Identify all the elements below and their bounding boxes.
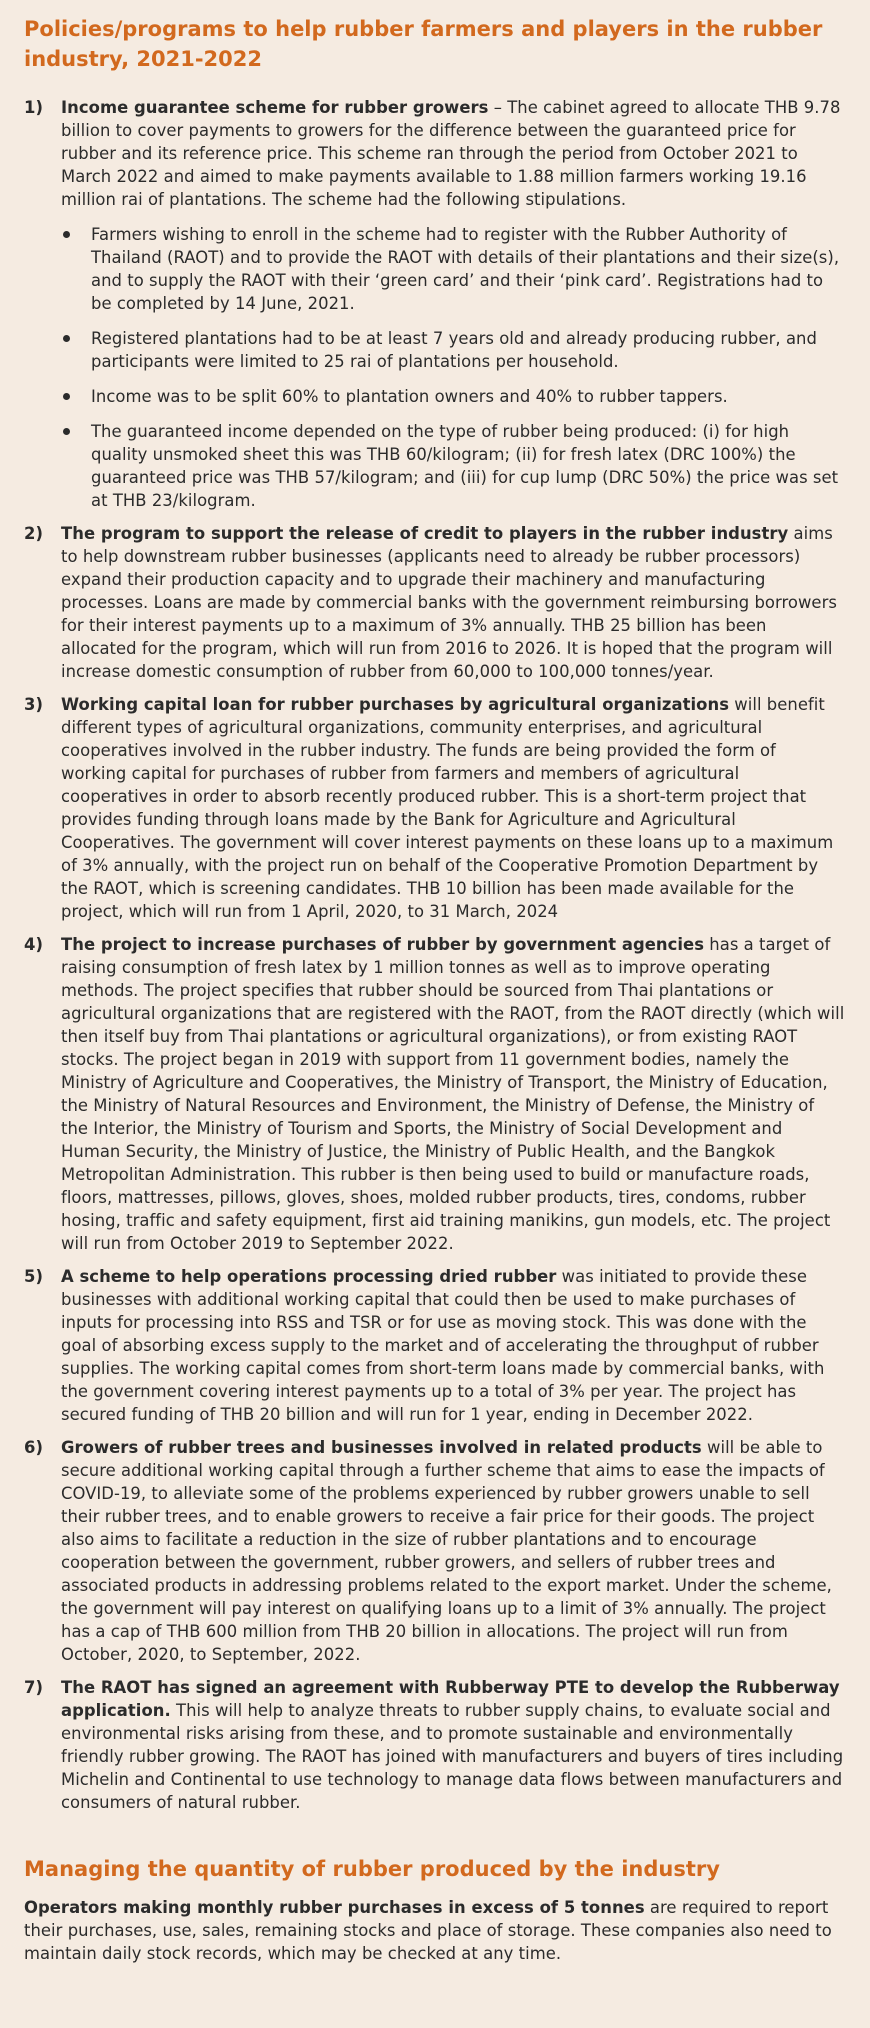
item-body: aims to help downstream rubber businesses (applicants need to already be rubber processors) expand their production capacity and to upgrade their machinery and manufacturing processes. Loans are made by commercial banks with the government reimbursing borrowers for their interest payments up to a maximum of 3% annually. THB 25 billion has been allocated for the program, which will run from 2016 to 2026. It is hoped that the program will increase domestic consumption of rubber from 60,000 to 100,000 tonnes/year. — [61, 524, 837, 681]
section-title-managing-quantity: Managing the quantity of rubber produced by the industry — [24, 1857, 720, 1881]
bullet-text: Farmers wishing to enroll in the scheme had to register with the Rubber Authority of Thailand (RAOT) and to provide the RAOT with details of their plantations and their size(s), and to supply the RAOT with their ‘green card’ and their ‘pink card’. Registrations had to be completed by 14 June, 2021. — [91, 225, 840, 313]
list-item-4 — [24, 933, 846, 1255]
item-number: 4) — [24, 935, 43, 954]
bullet-text: Registered plantations had to be at least 7 years old and already producing rubber, and participants were limited to 25 rai of plantations per household. — [91, 329, 817, 371]
item-body: This will help to analyze threats to rubber supply chains, to evaluate social and environmental risks arising from these, and to promote sustainable and environmentally friendly rubber growing. The RAOT has joined with manufacturers and buyers of tires including Michelin and Continental to use technology to manage data flows between manufacturers and consumers of natural rubber. — [61, 1701, 844, 1812]
item-heading: Growers of rubber trees and businesses involved in related products — [61, 1438, 702, 1457]
bullet-icon — [63, 231, 70, 238]
bullet-icon — [63, 393, 70, 400]
item-number: 5) — [24, 1267, 43, 1286]
item-heading: The program to support the release of credit to players in the rubber industry — [61, 524, 789, 543]
item-number: 2) — [24, 524, 43, 543]
item-number: 7) — [24, 1678, 43, 1697]
bullet-icon — [63, 335, 70, 342]
list-item-6 — [24, 1436, 846, 1666]
bullet-text: The guaranteed income depended on the type of rubber being produced: (i) for high quality unsmoked sheet this was THB 60/kilogram; (ii) for fresh latex (DRC 100%) the guaranteed price was THB 57/kilogram; and (iii) for cup lump (DRC 50%) the price was set at THB 23/kilogram. — [91, 422, 839, 510]
bullet-item — [61, 327, 846, 373]
item-body: – The cabinet agreed to allocate THB 9.78 billion to cover payments to growers for the difference between the guaranteed price for rubber and its reference price. This scheme ran through the period from October 2021 to March 2022 and aimed to make payments available to 1.88 million farmers working 19.16 million rai of plantations. The scheme had the following stipulations. — [61, 98, 841, 209]
item-heading: Working capital loan for rubber purchases by agricultural organizations — [61, 695, 730, 714]
list-item-1 — [24, 96, 846, 512]
item-heading: Income guarantee scheme for rubber growers — [61, 98, 489, 117]
item-heading: The RAOT has signed an agreement with Rubberway PTE to develop the Rubberway application. — [61, 1678, 840, 1720]
item-heading: A scheme to help operations processing dried rubber — [61, 1267, 557, 1286]
item-number: 3) — [24, 695, 43, 714]
list-item-2 — [24, 522, 846, 683]
item-body: has a target of raising consumption of fresh latex by 1 million tonnes as well as to improve operating methods. The project specifies that rubber should be sourced from Thai plantations or agricultural organizations that are registered with the RAOT, from the RAOT directly (which will then itself buy from Thai plantations or agricultural organizations), or from existing RAOT stocks. The project began in 2019 with support from 11 government bodies, namely the Ministry of Agriculture and Cooperatives, the Ministry of Transport, the Ministry of Education, the Ministry of Natural Resources and Environment, the Ministry of Defense, the Ministry of the Interior, the Ministry of Tourism and Sports, the Ministry of Social Development and Human Security, the Ministry of Justice, the Ministry of Public Health, and the Bangkok Metropolitan Administration. This rubber is then being used to build or manufacture roads, floors, mattresses, pillows, gloves, shoes, molded rubber products, tires, condoms, rubber hosing, traffic and safety equipment, first aid training manikins, gun models, etc. The project will run from October 2019 to September 2022. — [61, 935, 845, 1253]
bullet-item — [61, 385, 846, 408]
item-number: 6) — [24, 1438, 43, 1457]
bullet-icon — [63, 428, 70, 435]
paragraph-body: are required to report their purchases, use, sales, remaining stocks and place of storage. These companies also need to maintain daily stock records, which may be checked at any time. — [24, 1898, 832, 1963]
section-title-policies: Policies/programs to help rubber farmers and players in the rubber industry, 2021-2022 — [24, 17, 823, 71]
item-body: was initiated to provide these businesses with additional working capital that could then be used to make purchases of inputs for processing into RSS and TSR or for use as moving stock. This was done with the goal of absorbing excess supply to the market and of accelerating the throughput of rubber supplies. The working capital comes from short-term loans made by commercial banks, with the government covering interest payments up to a total of 3% per year. The project has secured funding of THB 20 billion and will run for 1 year, ending in December 2022. — [61, 1267, 825, 1424]
item-body: will be able to secure additional working capital through a further scheme that aims to ease the impacts of COVID-19, to alleviate some of the problems experienced by rubber growers unable to sell their rubber trees, and to enable growers to receive a fair price for their goods. The project also aims to facilitate a reduction in the size of rubber plantations and to encourage cooperation between the government, rubber growers, and sellers of rubber trees and associated products in addressing problems related to the export market. Under the scheme, the government will pay interest on qualifying loans up to a limit of 3% annually. The project has a cap of THB 600 million from THB 20 billion in allocations. The project will run from October, 2020, to September, 2022. — [61, 1438, 832, 1664]
item-body: will benefit different types of agricultural organizations, community enterprises, and agricultural cooperatives involved in the rubber industry. The funds are being provided the form of working capital for purchases of rubber from farmers and members of agricultural cooperatives in order to absorb recently produced rubber. This is a short-term project that provides funding through loans made by the Bank for Agriculture and Agricultural Cooperatives. The government will cover interest payments on these loans up to a maximum of 3% annually, with the project run on behalf of the Cooperative Promotion Department by the RAOT, which is screening candidates. THB 10 billion has been made available for the project, which will run from 1 April, 2020, to 31 March, 2024 — [61, 695, 834, 921]
paragraph-heading: Operators making monthly rubber purchases in excess of 5 tonnes — [24, 1898, 645, 1917]
stipulations-list — [61, 223, 846, 512]
bullet-item — [61, 223, 846, 315]
reporting-requirement-paragraph — [24, 1896, 846, 1965]
list-item-5 — [24, 1265, 846, 1426]
list-item-3 — [24, 693, 846, 923]
item-heading: The project to increase purchases of rubber by government agencies — [61, 935, 705, 954]
bullet-item — [61, 420, 846, 512]
item-number: 1) — [24, 98, 43, 117]
list-item-7 — [24, 1676, 846, 1814]
bullet-text: Income was to be split 60% to plantation owners and 40% to rubber tappers. — [91, 387, 728, 406]
